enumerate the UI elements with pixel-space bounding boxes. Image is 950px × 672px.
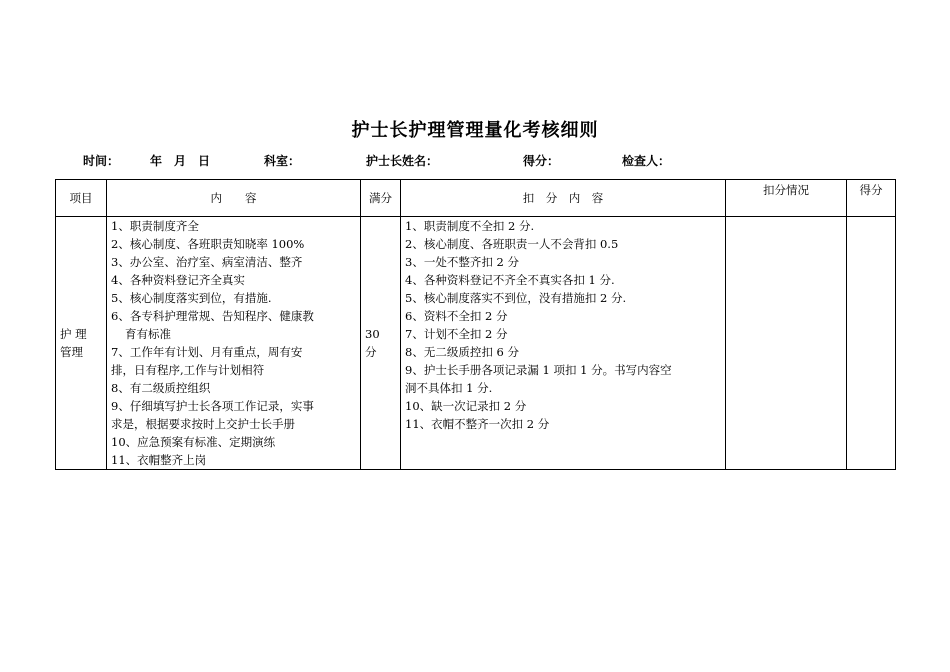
assessment-table — [55, 179, 896, 470]
department-label: 科室： — [264, 154, 301, 168]
list-item: 排，日有程序,工作与计划相符 — [111, 363, 265, 377]
full-score-unit: 分 — [365, 345, 377, 359]
list-item: 2、核心制度、各班职责知晓率 100% — [111, 237, 305, 251]
full-score-value: 30 — [365, 327, 380, 341]
score-cell[interactable] — [847, 217, 896, 470]
inspector-label: 检查人： — [622, 154, 671, 168]
list-item: 9、仔细填写护士长各项工作记录，实事 — [111, 399, 314, 413]
list-item: 3、一处不整齐扣 2 分 — [405, 255, 519, 269]
table-row — [56, 217, 896, 470]
header-score: 得分 — [847, 180, 896, 217]
list-item: 6、资料不全扣 2 分 — [405, 309, 508, 323]
list-item: 8、有二级质控组织 — [111, 381, 211, 395]
list-item: 3、办公室、治疗室、病室清洁、整齐 — [111, 255, 303, 269]
score-label: 得分： — [523, 154, 560, 168]
full-score-cell — [361, 217, 401, 470]
list-item: 求是，根据要求按时上交护士长手册 — [111, 417, 295, 431]
list-item: 育有标准 — [125, 327, 171, 341]
list-item: 1、职责制度齐全 — [111, 219, 199, 233]
table-header-row — [56, 180, 896, 217]
list-item: 7、计划不全扣 2 分 — [405, 327, 508, 341]
content-cell — [107, 217, 361, 470]
list-item: 5、核心制度落实不到位，没有措施扣 2 分. — [405, 291, 627, 305]
list-item: 9、护士长手册各项记录漏 1 项扣 1 分。书写内容空 — [405, 363, 672, 377]
time-label: 时间： — [83, 154, 120, 168]
category-cell — [56, 217, 107, 470]
list-item: 1、职责制度不全扣 2 分. — [405, 219, 535, 233]
list-item: 5、核心制度落实到位，有措施. — [111, 291, 272, 305]
deduction-cell — [401, 217, 726, 470]
list-item: 11、衣帽不整齐一次扣 2 分 — [405, 417, 550, 431]
list-item: 洞不具体扣 1 分. — [405, 381, 493, 395]
header-content: 内 容 — [107, 180, 361, 217]
category-line: 护 理 — [60, 327, 87, 341]
deduction-status-cell[interactable] — [726, 217, 847, 470]
list-item: 4、各种资料登记不齐全不真实各扣 1 分. — [405, 273, 615, 287]
head-nurse-label: 护士长姓名： — [366, 154, 439, 168]
header-deduction-status: 扣分情况 — [726, 180, 847, 217]
category-line: 管理 — [60, 345, 83, 359]
list-item: 6、各专科护理常规、告知程序、健康教 — [111, 309, 314, 323]
document-title: 护士长护理管理量化考核细则 — [351, 120, 599, 141]
list-item: 10、缺一次记录扣 2 分 — [405, 399, 527, 413]
list-item: 11、衣帽整齐上岗 — [111, 453, 207, 467]
list-item: 7、工作年有计划、月有重点，周有安 — [111, 345, 303, 359]
header-deduction-content: 扣 分 内 容 — [401, 180, 726, 217]
header-full-score: 满分 — [361, 180, 401, 217]
date-label: 年 月 日 — [150, 154, 211, 168]
header-item: 项目 — [56, 180, 107, 217]
list-item: 10、应急预案有标准、定期演练 — [111, 435, 276, 449]
list-item: 8、无二级质控扣 6 分 — [405, 345, 519, 359]
list-item: 2、核心制度、各班职责一人不会背扣 0.5 — [405, 237, 619, 251]
list-item: 4、各种资料登记齐全真实 — [111, 273, 245, 287]
